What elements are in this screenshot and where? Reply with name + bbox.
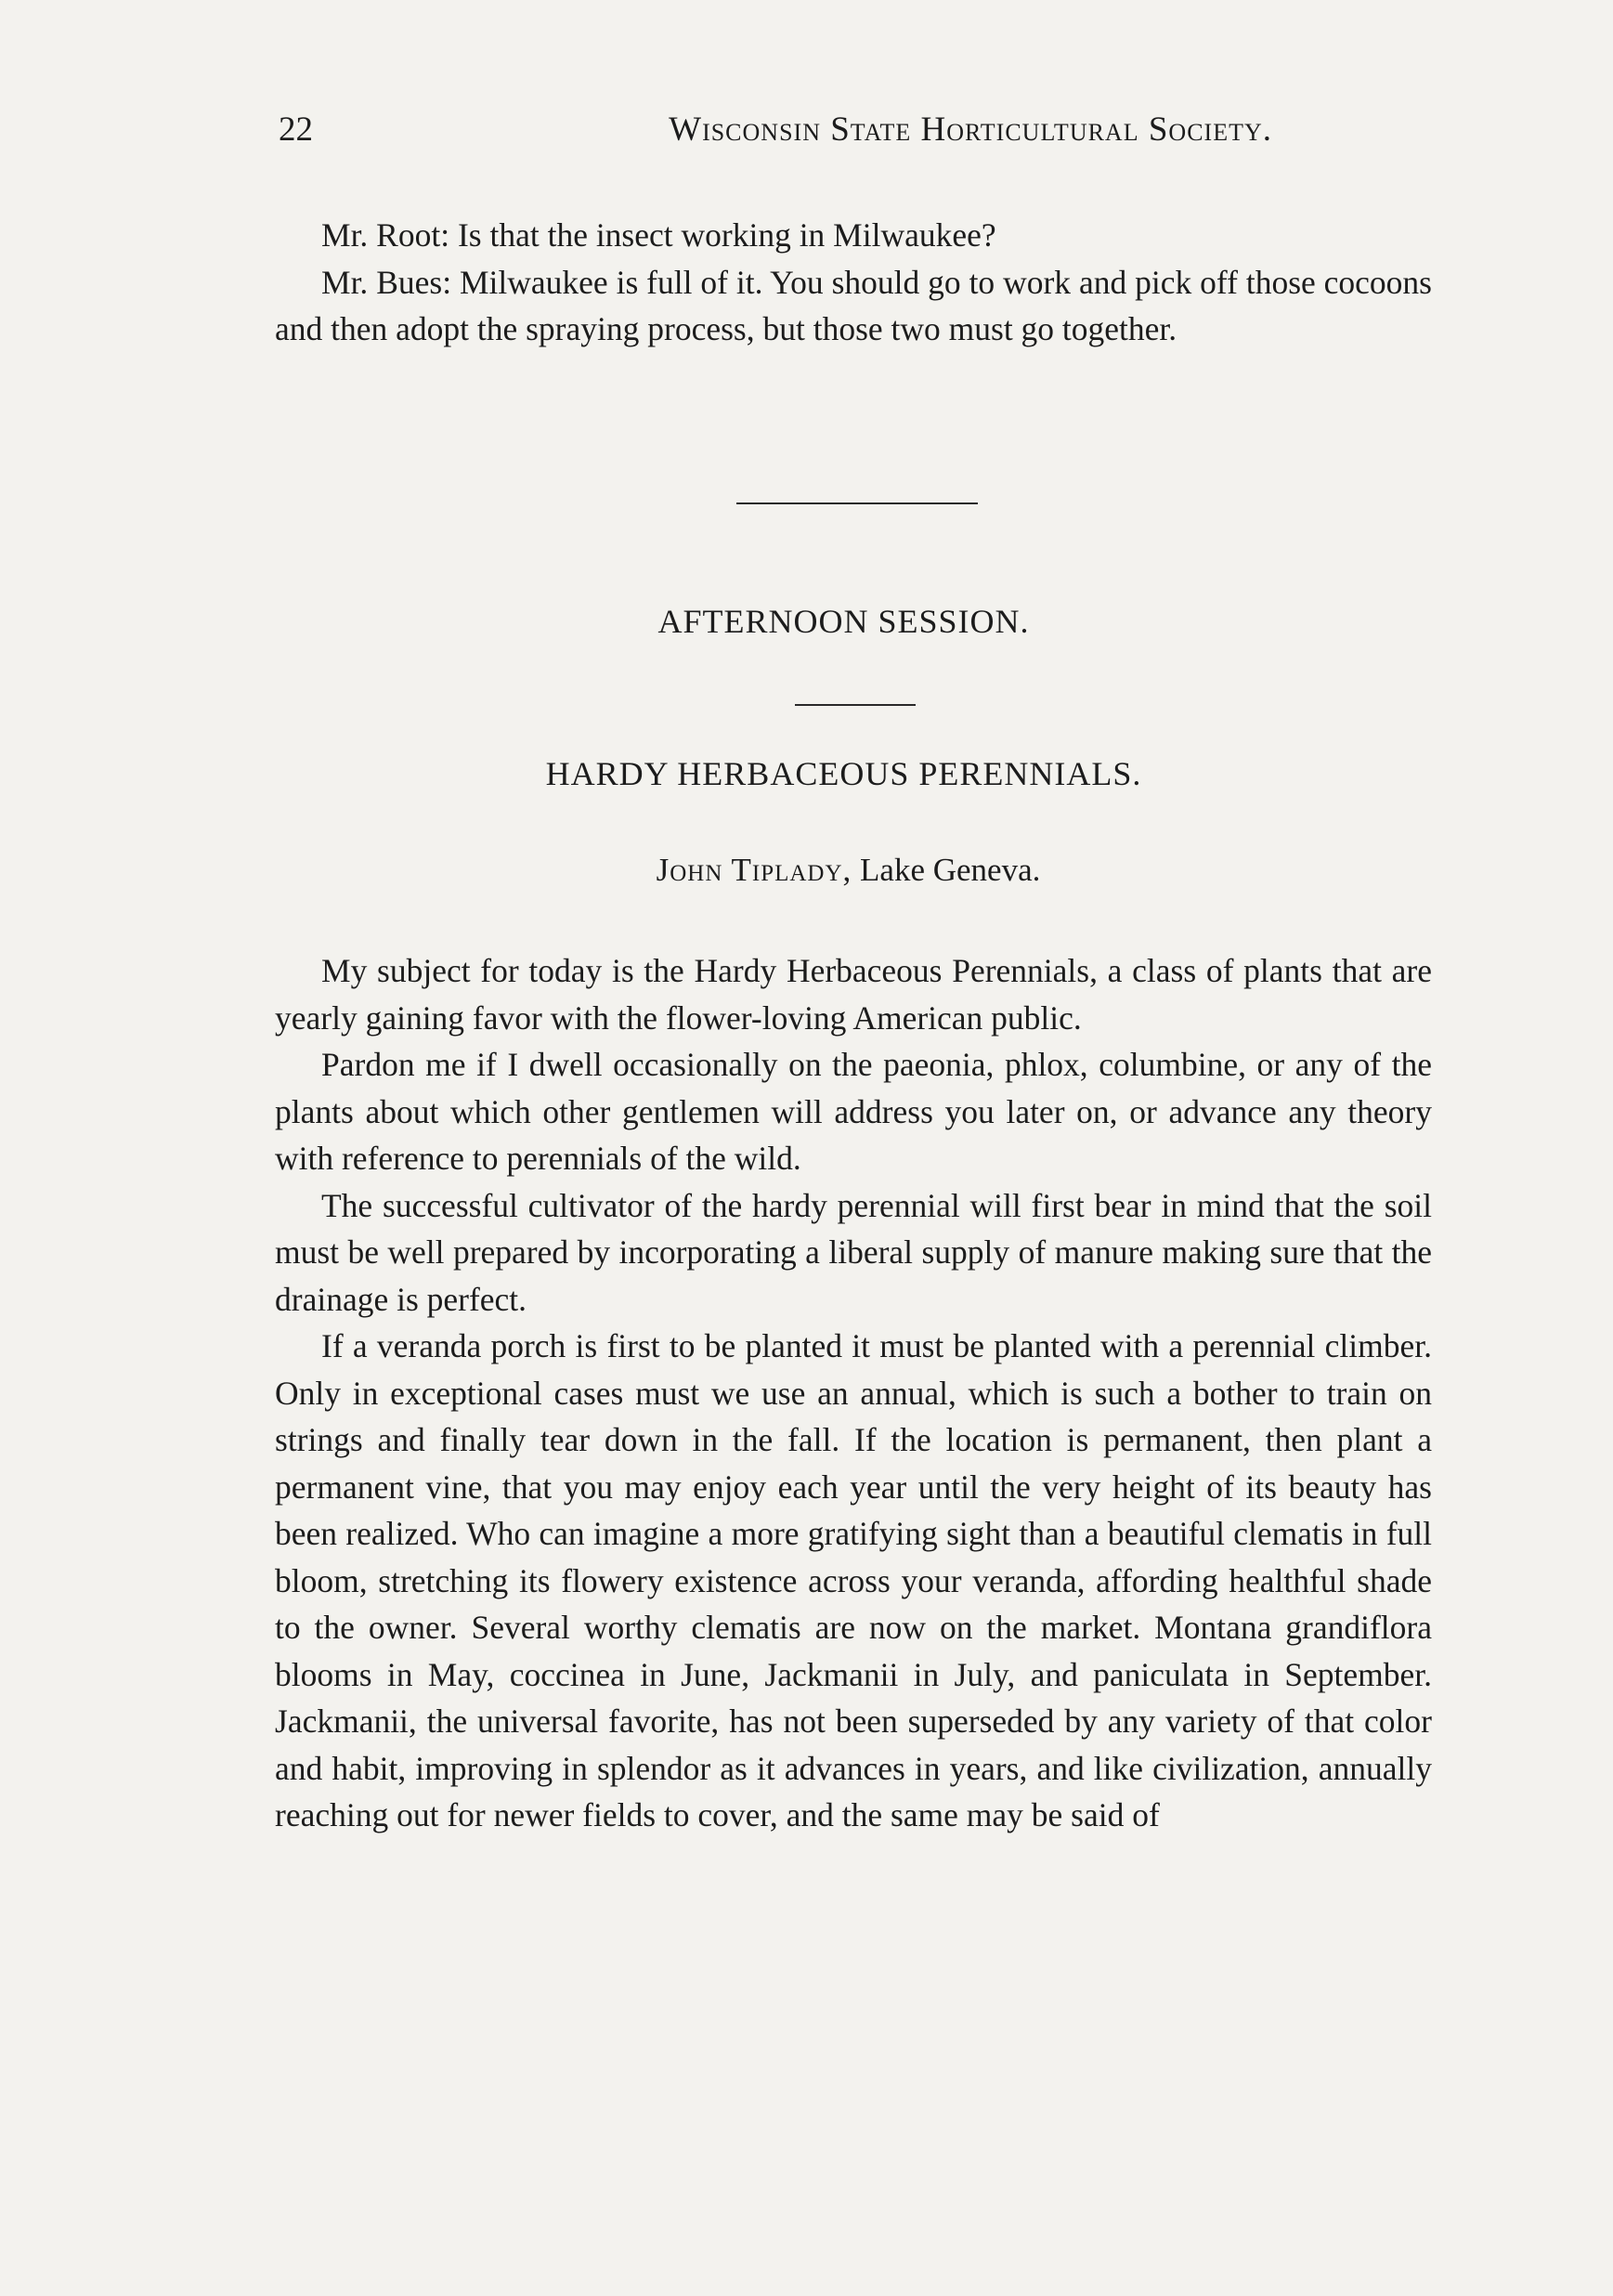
session-heading: AFTERNOON SESSION.	[657, 603, 1030, 640]
author-location: Lake Geneva.	[860, 852, 1041, 888]
dialogue-section	[275, 212, 1432, 353]
paragraph: My subject for today is the Hardy Herbaceous Perennials, a class of plants that are yearly gaining favor with the flower-loving American public.	[275, 952, 1432, 1037]
heading-divider	[795, 704, 916, 706]
running-title: Wisconsin State Horticultural Society.	[669, 111, 1272, 149]
page-number: 22	[279, 111, 313, 149]
article-body	[275, 947, 1432, 1839]
page-header	[279, 110, 1272, 165]
dialogue-line-bues: Mr. Bues: Milwaukee is full of it. You should go to work and pick off those cocoons and then adopt the spraying process, but those two must go together.	[275, 263, 1432, 347]
dialogue-line-root: Mr. Root: Is that the insect working in Milwaukee?	[321, 216, 996, 254]
paragraph: If a veranda porch is first to be planted it must be planted with a perennial climber. Only in exceptional cases must we use an annual, which is such a bother to train on strings and finally tear down in the fall. If the location is permanent, then plant a permanent vine, that you may enjoy each year until the very height of its beauty has been realized. Who can imagine a more gratifying sight than a beautiful clematis in full bloom, stretching its flowery existence across your veranda, affording healthful shade to the owner. Several worthy clematis are now on the market. Montana grandiflora blooms in May, coccinea in June, Jackmanii in July, and paniculata in September. Jackmanii, the universal favorite, has not been superseded by any variety of that color and habit, improving in splendor as it advances in years, and like civilization, annually reaching out for newer fields to cover, and the same may be said of	[275, 1327, 1432, 1833]
paragraph: The successful cultivator of the hardy perennial will first bear in mind that the soil must be well prepared by incorporating a liberal supply of manure making sure that the drainage is perfect.	[275, 1186, 1432, 1318]
article-byline	[0, 852, 1613, 889]
article-title: HARDY HERBACEOUS PERENNIALS.	[545, 755, 1142, 792]
paragraph: Pardon me if I dwell occasionally on the paeonia, phlox, columbine, or any of the plants about which other gentlemen will address you later on, or advance any theory with reference to perennials of the wild.	[275, 1046, 1432, 1177]
author-name: John Tiplady,	[656, 852, 852, 888]
section-divider	[736, 502, 978, 504]
